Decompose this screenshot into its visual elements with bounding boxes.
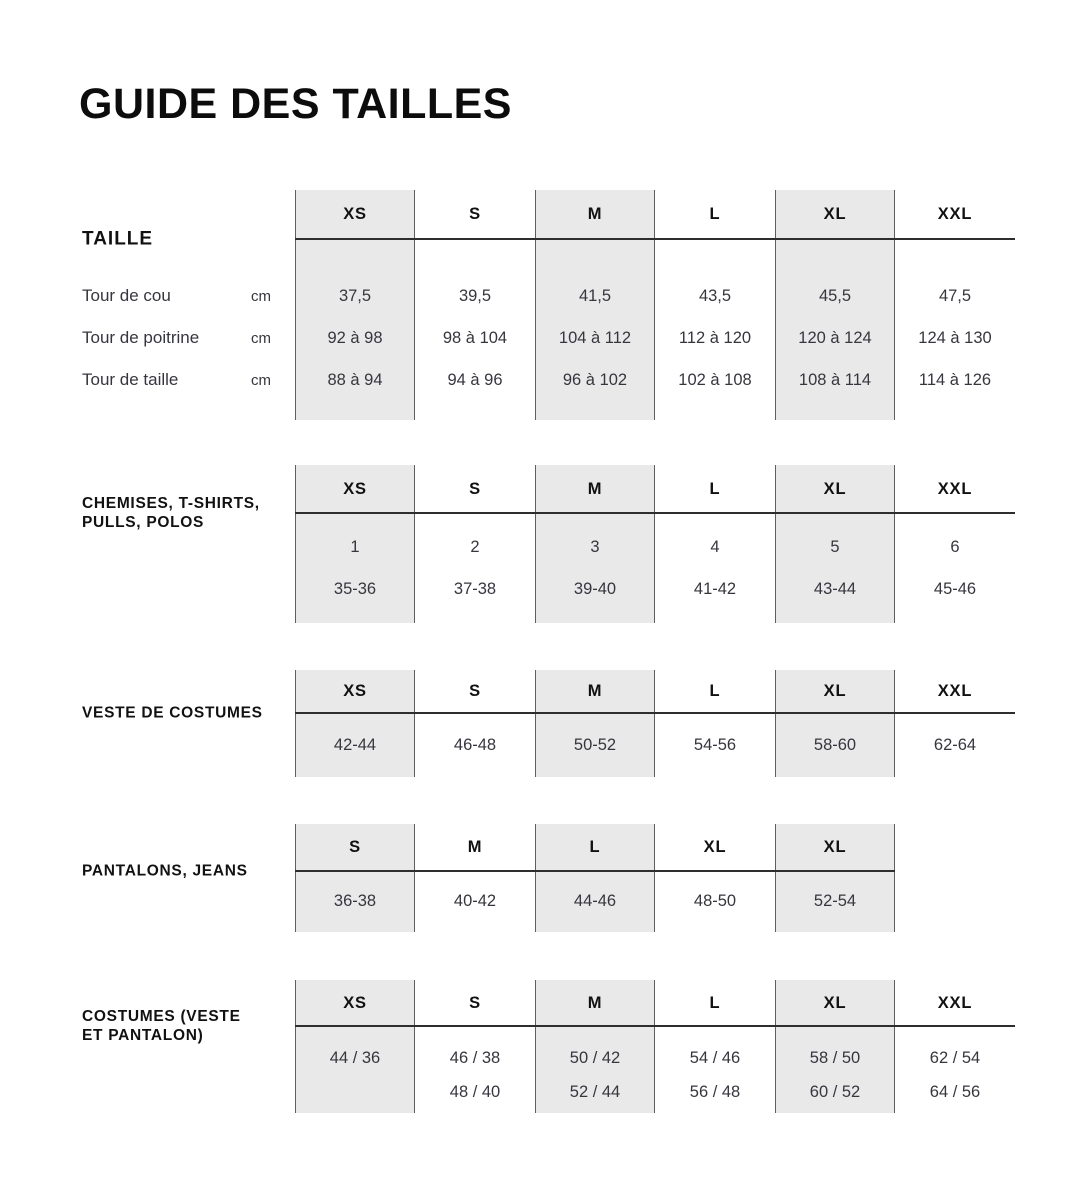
size-cell: 60 / 52 — [809, 1082, 861, 1101]
size-column-body — [415, 713, 535, 777]
size-column-xl-4 — [775, 670, 895, 777]
size-cell: 58 / 50 — [809, 1048, 861, 1067]
size-column-header: L — [709, 682, 721, 700]
size-column-body — [536, 871, 654, 932]
section-label-line: ET PANTALON) — [82, 1027, 204, 1044]
size-cell: 54 / 46 — [689, 1048, 741, 1067]
measurement-row-label — [80, 317, 295, 359]
size-column-header: XXL — [937, 682, 973, 700]
measurement-unit: cm — [251, 371, 271, 389]
size-column-header: M — [587, 479, 603, 498]
size-cell: 47,5 — [938, 286, 972, 305]
measurement-unit: cm — [251, 329, 271, 347]
size-cell: 6 — [950, 537, 960, 556]
size-column-header: M — [587, 205, 603, 223]
size-column-xl-3 — [655, 824, 775, 932]
size-column-s-1 — [415, 980, 535, 1113]
size-column-body — [536, 713, 654, 777]
size-cell: 46 / 38 — [449, 1048, 501, 1067]
size-cell: 52-54 — [813, 892, 857, 910]
size-cell: 98 à 104 — [442, 328, 508, 347]
size-table-pantalons-jeans — [0, 824, 1080, 932]
size-column-body — [415, 871, 535, 932]
size-cell: 114 à 126 — [918, 370, 992, 389]
size-column-m-2 — [535, 980, 655, 1113]
size-column-m-2 — [535, 670, 655, 777]
size-column-header: XL — [823, 682, 847, 700]
size-cell: 124 à 130 — [918, 328, 992, 347]
size-column-m-1 — [415, 824, 535, 932]
size-cell: 43-44 — [813, 579, 857, 598]
page-title: GUIDE DES TAILLES — [79, 80, 512, 128]
section-label-line: VESTE DE COSTUMES — [82, 704, 263, 722]
size-column-body — [776, 239, 894, 401]
size-cell: 40-42 — [453, 892, 497, 910]
size-column-body — [415, 1026, 535, 1109]
section-label-veste-de-costumes — [82, 704, 292, 723]
size-column-header: S — [469, 205, 481, 223]
size-cell: 39,5 — [458, 286, 492, 305]
size-column-body — [536, 239, 654, 401]
size-column-header: M — [587, 993, 603, 1012]
measurement-unit: cm — [251, 287, 271, 305]
size-column-body — [415, 239, 535, 401]
size-cell: 44-46 — [573, 892, 617, 910]
size-column-s-1 — [415, 465, 535, 623]
size-column-header: L — [589, 838, 601, 856]
size-cell: 92 à 98 — [327, 328, 383, 347]
size-columns — [295, 465, 1015, 623]
size-cell: 94 à 96 — [447, 370, 503, 389]
size-cell: 62 / 54 — [929, 1048, 981, 1067]
size-column-xl-4 — [775, 824, 895, 932]
size-column-s-1 — [415, 190, 535, 420]
size-columns — [295, 980, 1015, 1113]
size-column-header: M — [587, 682, 603, 700]
size-table-chemises — [0, 465, 1080, 623]
size-column-header: XS — [343, 479, 367, 498]
size-column-body — [776, 871, 894, 932]
header-rule — [295, 238, 1015, 240]
size-columns — [295, 824, 895, 932]
size-column-body — [296, 513, 414, 610]
size-column-body — [536, 1026, 654, 1109]
size-column-header: S — [469, 993, 481, 1012]
size-table-taille — [0, 190, 1080, 420]
size-column-header: S — [469, 479, 481, 498]
size-column-xl-4 — [775, 465, 895, 623]
measurement-row-label — [80, 359, 295, 401]
size-cell: 46-48 — [453, 735, 497, 754]
header-rule — [295, 870, 895, 872]
size-column-header: L — [709, 479, 721, 498]
size-column-xxl-5 — [895, 190, 1015, 420]
size-cell: 2 — [470, 537, 480, 556]
size-column-body — [895, 1026, 1015, 1109]
size-table-veste-de-costumes — [0, 670, 1080, 777]
section-label-line: COSTUMES (VESTE — [82, 1008, 241, 1025]
size-cell: 88 à 94 — [327, 370, 383, 389]
section-label-costumes-veste-et-pantalon — [82, 1007, 292, 1045]
section-label-pantalons-jeans — [82, 862, 292, 881]
measurement-name: Tour de taille — [82, 370, 179, 389]
size-cell: 41,5 — [578, 286, 612, 305]
size-column-body — [776, 513, 894, 610]
size-column-header: S — [349, 838, 361, 856]
size-cell: 44 / 36 — [329, 1048, 381, 1067]
size-cell: 56 / 48 — [689, 1082, 741, 1101]
section-label-line: PANTALONS, JEANS — [82, 862, 248, 880]
size-cell: 5 — [830, 537, 840, 556]
size-cell: 37-38 — [453, 579, 497, 598]
size-cell: 62-64 — [933, 735, 977, 754]
size-column-xxl-5 — [895, 465, 1015, 623]
size-cell: 50-52 — [573, 735, 617, 754]
size-column-l-3 — [655, 670, 775, 777]
size-column-body — [296, 713, 414, 777]
size-column-header: M — [467, 838, 483, 856]
size-column-body — [776, 713, 894, 777]
header-rule — [295, 512, 1015, 514]
size-column-header: L — [709, 205, 721, 223]
size-column-header: XL — [823, 205, 847, 223]
size-column-body — [536, 513, 654, 610]
size-column-body — [655, 1026, 775, 1109]
size-cell: 3 — [590, 537, 600, 556]
size-column-header: XXL — [937, 479, 973, 498]
size-columns — [295, 190, 1015, 420]
size-column-xs-0 — [295, 190, 415, 420]
size-column-body — [776, 1026, 894, 1109]
size-column-s-1 — [415, 670, 535, 777]
size-column-xs-0 — [295, 670, 415, 777]
size-cell: 52 / 44 — [569, 1082, 621, 1101]
size-column-header: L — [709, 993, 721, 1012]
size-column-l-2 — [535, 824, 655, 932]
size-column-body — [655, 513, 775, 610]
size-cell: 1 — [350, 537, 360, 556]
size-columns — [295, 670, 1015, 777]
size-column-l-3 — [655, 465, 775, 623]
size-column-l-3 — [655, 980, 775, 1113]
size-column-xxl-5 — [895, 980, 1015, 1113]
size-cell: 108 à 114 — [798, 370, 872, 389]
size-column-body — [895, 513, 1015, 610]
header-rule — [295, 1025, 1015, 1027]
size-column-header: XL — [703, 838, 727, 856]
size-cell: 120 à 124 — [798, 328, 872, 347]
size-cell — [296, 1075, 414, 1109]
size-cell: 48 / 40 — [449, 1082, 501, 1101]
size-column-body — [655, 871, 775, 932]
size-cell: 104 à 112 — [558, 328, 632, 347]
size-cell: 50 / 42 — [569, 1048, 621, 1067]
size-cell: 96 à 102 — [562, 370, 628, 389]
size-column-xs-0 — [295, 465, 415, 623]
size-column-s-0 — [295, 824, 415, 932]
size-cell: 45-46 — [933, 579, 977, 598]
measurement-name: Tour de poitrine — [82, 328, 200, 347]
size-cell: 4 — [710, 537, 720, 556]
size-column-header: XS — [343, 205, 367, 223]
size-column-header: XXL — [937, 993, 973, 1012]
size-table-costumes-veste-et-pantalon — [0, 980, 1080, 1113]
size-column-body — [415, 513, 535, 610]
size-cell: 37,5 — [338, 286, 372, 305]
size-cell: 64 / 56 — [929, 1082, 981, 1101]
size-column-l-3 — [655, 190, 775, 420]
size-column-m-2 — [535, 190, 655, 420]
size-column-xs-0 — [295, 980, 415, 1113]
section-label-line: PULLS, POLOS — [82, 514, 205, 531]
row-labels — [80, 239, 295, 420]
size-column-header: XXL — [937, 205, 973, 223]
size-column-header: XL — [823, 479, 847, 498]
size-column-header: XL — [823, 993, 847, 1012]
size-column-body — [296, 1026, 414, 1109]
size-column-header: XL — [823, 838, 847, 856]
section-label-chemises — [82, 494, 292, 532]
size-column-header: XS — [343, 993, 367, 1012]
measurement-name: Tour de cou — [82, 286, 171, 305]
size-cell: 112 à 120 — [678, 328, 752, 347]
size-cell: 35-36 — [333, 579, 377, 598]
size-column-xl-4 — [775, 980, 895, 1113]
size-cell: 102 à 108 — [678, 370, 752, 389]
size-column-header: S — [469, 682, 481, 700]
section-label-line: CHEMISES, T-SHIRTS, — [82, 495, 260, 512]
size-cell: 45,5 — [818, 286, 852, 305]
section-label-line: TAILLE — [82, 228, 154, 250]
size-cell: 41-42 — [693, 579, 737, 598]
size-cell: 58-60 — [813, 735, 857, 754]
size-cell: 48-50 — [693, 892, 737, 910]
size-column-body — [296, 239, 414, 401]
size-column-body — [895, 713, 1015, 777]
size-column-xl-4 — [775, 190, 895, 420]
size-column-body — [296, 871, 414, 932]
size-column-xxl-5 — [895, 670, 1015, 777]
size-column-m-2 — [535, 465, 655, 623]
size-cell: 39-40 — [573, 579, 617, 598]
size-column-body — [895, 239, 1015, 401]
size-cell: 42-44 — [333, 735, 377, 754]
size-column-body — [655, 239, 775, 401]
measurement-row-label — [80, 275, 295, 317]
size-cell: 36-38 — [333, 892, 377, 910]
size-column-body — [655, 713, 775, 777]
size-cell: 43,5 — [698, 286, 732, 305]
size-column-header: XS — [343, 682, 367, 700]
size-cell: 54-56 — [693, 735, 737, 754]
header-rule — [295, 712, 1015, 714]
